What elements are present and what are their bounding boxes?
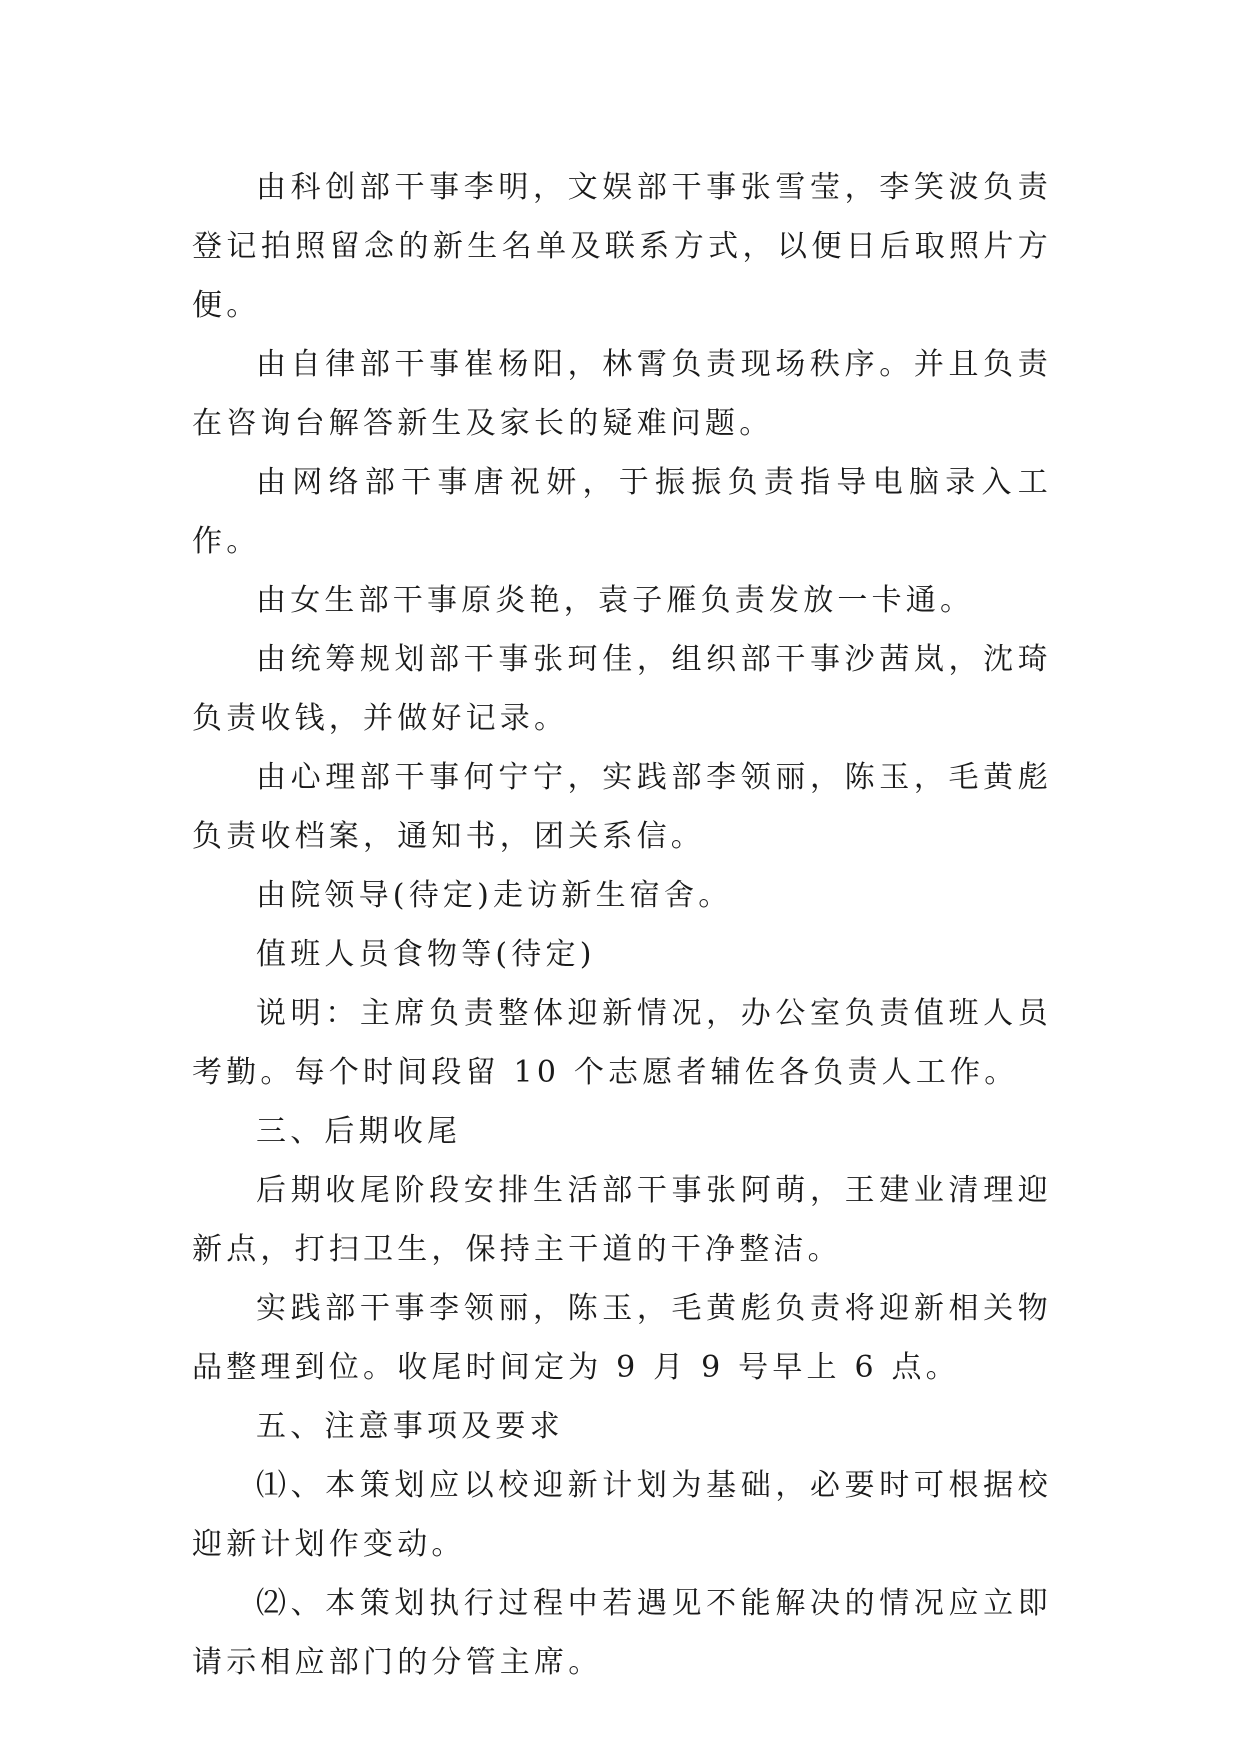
section-heading-notes: 五、注意事项及要求 — [256, 1409, 564, 1444]
paragraph-items-arrangement: 实践部干事李领丽，陈玉，毛黄彪负责将迎新相关物品整理到位。收尾时间定为 9 月 9 号早上 6 点。 — [192, 1291, 1052, 1385]
list-item-1: ⑴、本策划应以校迎新计划为基础，必要时可根据校迎新计划作变动。 — [192, 1468, 1052, 1562]
paragraph-zilv-order: 由自律部干事崔杨阳，林霄负责现场秩序。并且负责在咨询台解答新生及家长的疑难问题。 — [192, 347, 1052, 441]
paragraph-network-input: 由网络部干事唐祝妍，于振振负责指导电脑录入工作。 — [192, 465, 1052, 559]
list-item-2: ⑵、本策划执行过程中若遇见不能解决的情况应立即请示相应部门的分管主席。 — [192, 1586, 1052, 1680]
paragraph-keichuang-photo: 由科创部干事李明，文娱部干事张雪莹，李笑波负责登记拍照留念的新生名单及联系方式，以便日后取照片方便。 — [192, 170, 1052, 323]
paragraph-card-distribution: 由女生部干事原炎艳，袁子雁负责发放一卡通。 — [256, 583, 975, 618]
paragraph-duty-food: 值班人员食物等(待定) — [256, 937, 596, 972]
paragraph-note: 说明：主席负责整体迎新情况，办公室负责值班人员考勤。每个时间段留 10 个志愿者辅佐各负责人工作。 — [192, 996, 1052, 1090]
section-heading-wrapup: 三、后期收尾 — [256, 1114, 462, 1149]
paragraph-fee-collection: 由统筹规划部干事张珂佳，组织部干事沙茜岚，沈琦负责收钱，并做好记录。 — [192, 642, 1052, 736]
paragraph-dorm-visit: 由院领导(待定)走访新生宿舍。 — [256, 878, 733, 913]
paragraph-archive-collection: 由心理部干事何宁宁，实践部李领丽，陈玉，毛黄彪负责收档案，通知书，团关系信。 — [192, 760, 1052, 854]
paragraph-cleanup: 后期收尾阶段安排生活部干事张阿萌，王建业清理迎新点，打扫卫生，保持主干道的干净整洁。 — [192, 1173, 1052, 1267]
document-body — [192, 158, 1052, 1692]
